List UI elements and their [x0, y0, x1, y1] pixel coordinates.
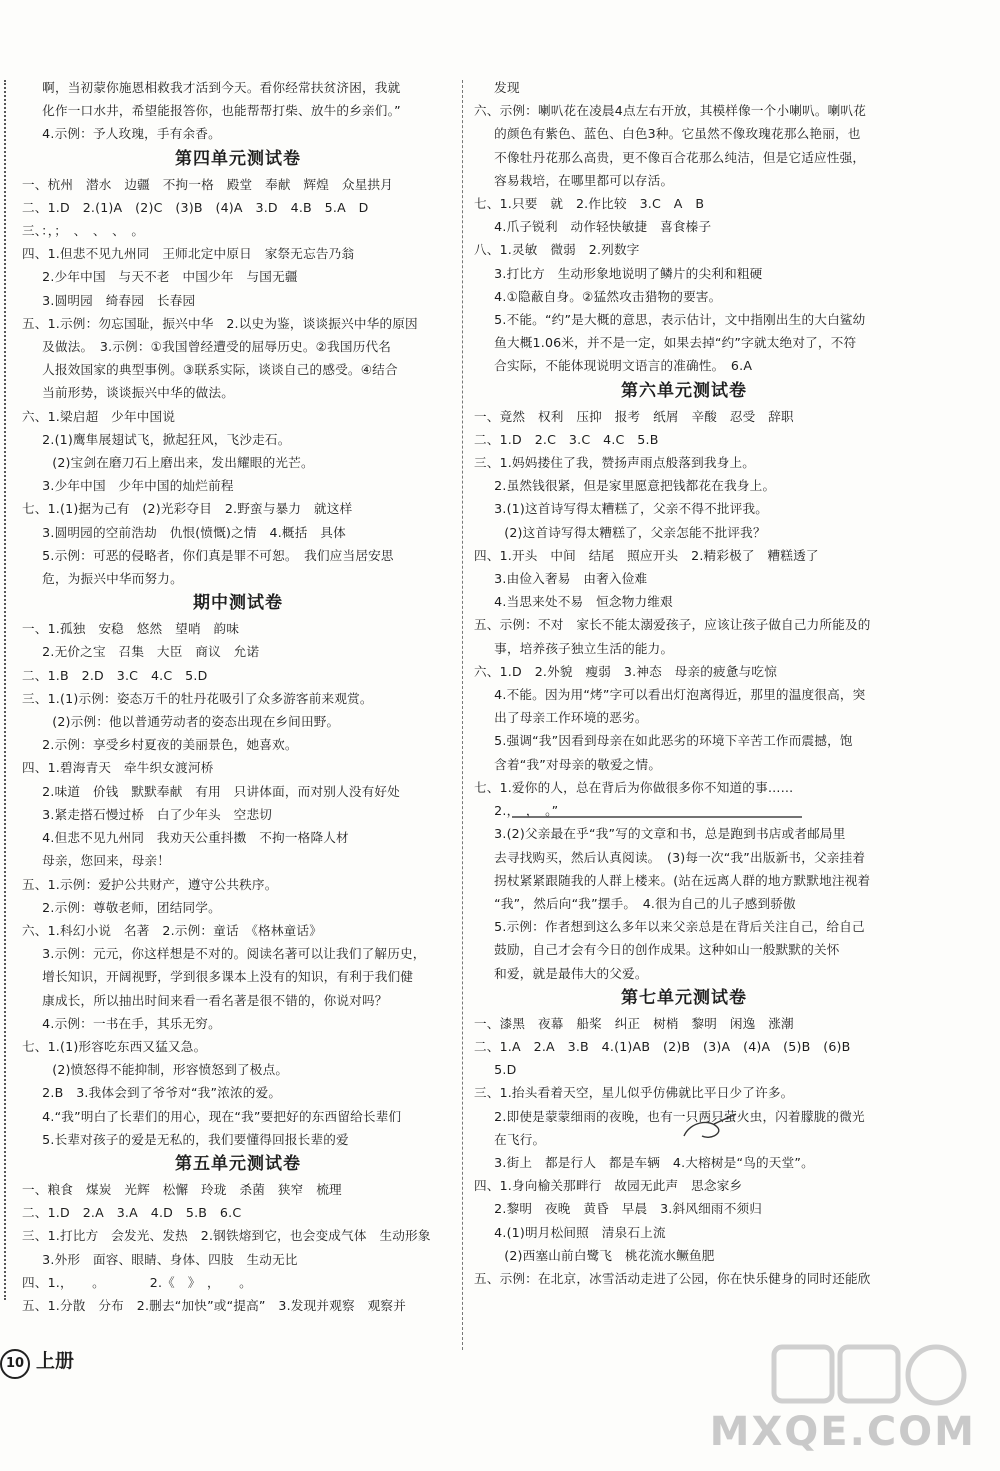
section-title: 第六单元测试卷	[621, 380, 747, 401]
answer-line: 4.(1)明月松间照 清泉石上流	[494, 1224, 666, 1240]
answer-line: 母亲，您回来，母亲！	[42, 853, 171, 869]
answer-line: 2.虽然钱很紧，但是家里愿意把钱都花在我身上。	[494, 478, 776, 494]
answer-line: 3.(2)父亲最在乎“我”写的文章和书，总是跑到书店或者邮局里	[494, 826, 846, 842]
answer-line: 3.圆明园的空前浩劫 仇恨(愤慨)之情 4.概括 具体	[42, 524, 346, 540]
answer-line: 3.打比方 生动形象地说明了鳞片的尖利和粗硬	[494, 265, 763, 281]
answer-line: 5.示例：作者想到这么多年以来父亲总是在背后关注自己，给自己	[494, 919, 865, 935]
answer-line: 4.爪子锐利 动作轻快敏捷 喜食榛子	[494, 219, 712, 235]
handwritten-circle-mark	[680, 1112, 740, 1142]
answer-line: 2.少年中国 与天不老 中国少年 与国无疆	[42, 269, 298, 285]
answer-line: 2.(1)鹰隼展翅试飞，掀起狂风，飞沙走石。	[42, 431, 291, 447]
answer-line: 2.B 3.我体会到了爷爷对“我”浓浓的爱。	[42, 1085, 282, 1101]
answer-line: 一、1.孤独 安稳 悠然 望哨 韵味	[22, 621, 240, 637]
answer-line: 二、1.D 2.C 3.C 4.C 5.B	[474, 431, 659, 447]
answer-line: 六、示例：喇叭花在凌晨4点左右开放，其模样像一个小喇叭。喇叭花	[474, 103, 867, 119]
answer-line: 二、1.D 2.(1)A (2)C (3)B (4)A 3.D 4.B 5.A D	[22, 199, 369, 215]
answer-line: 3.外形 面容、眼睛、身体、四肢 生动无比	[42, 1251, 298, 1267]
section-title: 期中测试卷	[193, 593, 283, 614]
answer-line: 四、1.身向榆关那畔行 故园无此声 思念家乡	[474, 1178, 743, 1194]
section-title: 第五单元测试卷	[175, 1153, 301, 1174]
answer-line: 4.不能。因为用“烤”字可以看出灯泡离得近，那里的温度很高，突	[494, 687, 866, 703]
answer-line: 3.圆明园 绮春园 长春园	[42, 292, 196, 308]
answer-line: 不像牡丹花那么高贵，更不像百合花那么纯洁，但是它适应性强，	[494, 149, 866, 165]
answer-line: 三、1.抬头看着天空，星儿似乎仿佛就比平日少了许多。	[474, 1085, 794, 1101]
answer-line: 事，培养孩子独立生活的能力。	[494, 640, 674, 656]
answer-line: 2.示例：尊敬老师，团结同学。	[42, 899, 221, 915]
answer-line: 拐杖紧紧跟随我的人群上楼来。(站在远离人群的地方默默地注视着	[494, 872, 871, 888]
answer-line: 3.少年中国 少年中国的灿烂前程	[42, 478, 234, 494]
answer-line: 2.示例：享受乡村夏夜的美丽景色，她喜欢。	[42, 737, 298, 753]
answer-line: 七、1.(1)据为己有 (2)光彩夺目 2.野蛮与暴力 就这样	[22, 501, 353, 517]
answer-line: 三、1.(1)示例：姿态万千的牡丹花吸引了众多游客前来观赏。	[22, 690, 373, 706]
answer-line: 五、1.示例：勿忘国耻，振兴中华 2.以史为鉴，谈谈振兴中华的原因	[22, 315, 418, 331]
answer-line: 一、竟然 权利 压抑 报考 纸屑 辛酸 忍受 辞职	[474, 408, 794, 424]
answer-line: 三、1.打比方 会发光、发热 2.钢铁熔到它，也会变成气体 生动形象	[22, 1228, 431, 1244]
answer-line: 五、1.分散 分布 2.删去“加快”或“提高” 3.发现并观察 观察并	[22, 1297, 406, 1313]
answer-line: 4.示例：予人玫瑰，手有余香。	[42, 126, 221, 142]
answer-line: 四、1.开头 中间 结尾 照应开头 2.精彩极了 糟糕透了	[474, 547, 819, 563]
answer-line: (2)愤怒得不能抑制，形容愤怒到了极点。	[52, 1062, 289, 1078]
answer-line: 康成长，所以抽出时间来看一看名著是很不错的，你说对吗？	[42, 992, 388, 1008]
binding-edge-dots	[4, 80, 6, 1300]
answer-line: 及做法。 3.示例：①我国曾经遭受的屈辱历史。②我国历代名	[42, 339, 392, 355]
answer-line: 增长知识，开阔视野，学到很多课本上没有的知识，有利于我们健	[42, 969, 414, 985]
answer-line: 七、1.(1)形容吃东西又猛又急。	[22, 1038, 207, 1054]
answer-line: 3.由俭入奢易 由奢入俭难	[494, 571, 648, 587]
answer-line: 三、1.妈妈搂住了我，赞扬声雨点般落到我身上。	[474, 455, 756, 471]
answer-line: 5.强调“我”因看到母亲在如此恶劣的环境下辛苦工作而震撼，饱	[494, 733, 853, 749]
answer-line: 2.黎明 夜晚 黄昏 早晨 3.斜风细雨不须归	[494, 1201, 763, 1217]
answer-line: 2.味道 价钱 默默奉献 有用 只讲体面，而对别人没有好处	[42, 783, 401, 799]
handwritten-underline	[512, 815, 802, 819]
answer-line: 三、：，； 、 、 、 。	[22, 223, 145, 239]
answer-line: 5.示例：可恶的侵略者，你们真是罪不可恕。 我们应当居安思	[42, 547, 394, 563]
answer-line: 3.紧走搭石慢过桥 白了少年头 空悲切	[42, 806, 273, 822]
answer-line: 3.街上 都是行人 都是车辆 4.大榕树是“鸟的天堂”。	[494, 1154, 814, 1170]
answer-line: 容易栽培，在哪里都可以存活。	[494, 172, 674, 188]
answer-line: 六、1.梁启超 少年中国说	[22, 408, 176, 424]
answer-line: 5.不能。“约”是大概的意思，表示估计，文中指刚出生的大白鲨幼	[494, 312, 866, 328]
answer-line: 2.即使是蒙蒙细雨的夜晚，也有一只两只萤火虫，闪着朦胧的微光	[494, 1108, 865, 1124]
answer-line: 4.当思来处不易 恒念物力维艰	[494, 594, 673, 610]
answer-line: 人报效国家的典型事例。③联系实际，谈谈自己的感受。④结合	[42, 362, 398, 378]
answer-line: 一、粮食 煤炭 光辉 松懈 玲珑 杀菌 狭窄 梳理	[22, 1181, 342, 1197]
answer-line: 5.长辈对孩子的爱是无私的，我们要懂得回报长辈的爱	[42, 1131, 349, 1147]
answer-line: 二、1.D 2.A 3.A 4.D 5.B 6.C	[22, 1205, 242, 1221]
answer-line: 2.无价之宝 召集 大臣 商议 允诺	[42, 644, 260, 660]
answer-line: 3.示例：元元，你这样想是不对的。阅读名著可以让我们了解历史，	[42, 946, 426, 962]
answer-line: 在飞行。	[494, 1131, 546, 1147]
answer-line: (2)宝剑在磨刀石上磨出来，发出耀眼的光芒。	[52, 455, 314, 471]
answer-line: 二、1.B 2.D 3.C 4.C 5.D	[22, 667, 208, 683]
answer-line: 一、漆黑 夜幕 船桨 纠正 树梢 黎明 闲逸 涨潮	[474, 1015, 794, 1031]
answer-line: (2)西塞山前白鹭飞 桃花流水鳜鱼肥	[504, 1247, 715, 1263]
answer-line: 4.①隐蔽自身。②猛然攻击猎物的要害。	[494, 288, 722, 304]
volume-label: 上册	[36, 1350, 75, 1372]
answer-line: 鱼大概1.06米，并不是一定，如果去掉“约”字就太绝对了，不符	[494, 335, 857, 351]
answer-line: 发现	[494, 80, 520, 95]
column-divider	[462, 80, 463, 1350]
answer-line: 五、示例：不对 家长不能太溺爱孩子，应该让孩子做自己力所能及的	[474, 617, 871, 633]
answer-line: 危，为振兴中华而努力。	[42, 571, 183, 587]
right-column	[474, 76, 894, 1290]
left-column	[22, 76, 454, 1317]
answer-line: “我”，然后向“我”摆手。 4.很为自己的儿子感到骄傲	[494, 895, 796, 911]
answer-line: 五、示例：在北京，冰雪活动走进了公园，你在快乐健身的同时还能欣	[474, 1270, 871, 1286]
section-title: 第四单元测试卷	[175, 148, 301, 169]
answer-line: 合实际，不能体现说明文语言的准确性。 6.A	[494, 358, 753, 374]
answer-line: 七、1.只要 就 2.作比较 3.C A B	[474, 196, 705, 212]
answer-line: 六、1.科幻小说 名著 2.示例：童话 《格林童话》	[22, 922, 322, 938]
answer-line: 5.D	[494, 1062, 517, 1078]
answer-line: 一、杭州 潜水 边疆 不拘一格 殿堂 奉献 辉煌 众星拱月	[22, 176, 394, 192]
answer-line: 去寻找购买，然后认真阅读。 (3)每一次“我”出版新书，父亲挂着	[494, 849, 866, 865]
answer-line: 六、1.D 2.外貌 瘦弱 3.神态 母亲的疲惫与吃惊	[474, 663, 778, 679]
answer-line: 四、1.碧海青天 牵牛织女渡河桥	[22, 760, 214, 776]
answer-line: 八、1.灵敏 微弱 2.列数字	[474, 242, 640, 258]
answer-line: (2)示例：他以普通劳动者的姿态出现在乡间田野。	[52, 714, 340, 730]
answer-line: 鼓励，自己才会有今日的创作成果。这种如山一般默默的关怀	[494, 942, 840, 958]
answer-line: 4.但悲不见九州同 我劝天公重抖擞 不拘一格降人材	[42, 830, 349, 846]
answer-line: 和爱，就是最伟大的父爱。	[494, 965, 648, 981]
answer-line: 含着“我”对母亲的敬爱之情。	[494, 756, 662, 772]
answer-line: 四、1.但悲不见九州同 王师北定中原日 家祭无忘告乃翁	[22, 246, 355, 262]
answer-line: 当前形势，谈谈振兴中华的做法。	[42, 385, 235, 401]
answer-line: 4.示例：一书在手，其乐无穷。	[42, 1015, 221, 1031]
answer-line: 五、1.示例：爱护公共财产，遵守公共秩序。	[22, 876, 278, 892]
answer-line: 化作一口水井，希望能报答你，也能帮帮打柴、放牛的乡亲们。”	[42, 103, 401, 119]
answer-line: 2.， ， 。”	[494, 803, 559, 819]
watermark-text: MXQE.COM	[709, 1409, 976, 1455]
answer-line: 啊，当初蒙你施恩相救我才活到今天。看你经常扶贫济困，我就	[42, 80, 401, 95]
page-number-badge: 10	[0, 1349, 30, 1379]
answer-line: 4.“我”明白了长辈们的用心，现在“我”要把好的东西留给长辈们	[42, 1108, 402, 1124]
answer-line: 七、1.爱你的人，总在背后为你做很多你不知道的事……	[474, 779, 794, 795]
answer-line: 出了母亲工作环境的恶劣。	[494, 710, 648, 726]
answer-line: 二、1.A 2.A 3.B 4.(1)AB (2)B (3)A (4)A (5)B (6)B	[474, 1038, 851, 1054]
answer-line: 四、1.， 。 2.《 》 ， 。	[22, 1274, 252, 1290]
answer-line: 的颜色有紫色、蓝色、白色3种。它虽然不像玫瑰花那么艳丽，也	[494, 126, 861, 142]
answer-line: 3.(1)这首诗写得太糟糕了，父亲不得不批评我。	[494, 501, 769, 517]
answer-line: (2)这首诗写得太糟糕了，父亲怎能不批评我？	[504, 524, 766, 540]
section-title: 第七单元测试卷	[621, 987, 747, 1008]
